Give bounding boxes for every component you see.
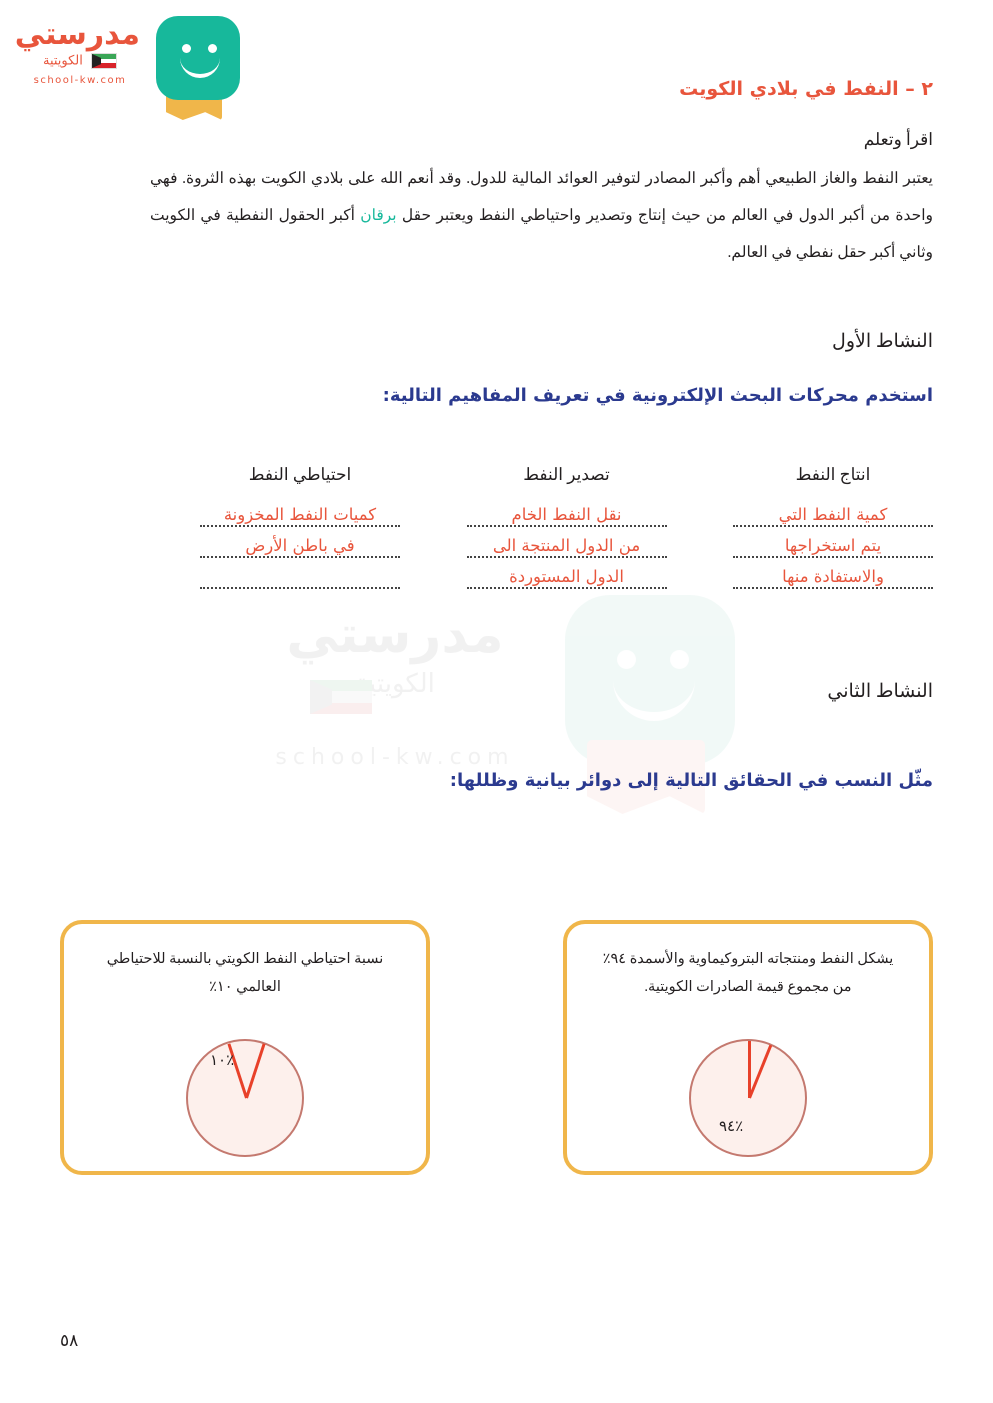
card-caption [585,946,911,1001]
activity-two-heading: النشاط الثاني [827,681,933,702]
concept-column [733,465,933,594]
lesson-paragraph-part2: أكبر الحقول النفطية في الكويت وثاني أكبر حقل نفطي في العالم. [150,207,933,262]
concept-answer-line[interactable] [200,501,400,527]
watermark-subtitle: الكويتية [355,669,435,699]
pie-chart-wrapper [567,1039,929,1157]
concept-column [467,465,667,594]
concept-column [200,465,400,594]
activity-two-instruction: مثّل النسب في الحقائق التالية إلى دوائر بيانية وظللها: [449,770,933,791]
lesson-paragraph-part1: يعتبر النفط والغاز الطبيعي أهم وأكبر المصادر لتوفير العوائد المالية للدول. وقد أنعم الله على بلادي الكويت بهذه الثروة. فهي واحدة من أكبر الدول في العالم من حيث إنتاج وتصدير واحتياطي النفط ويعتبر حقل [150,170,933,225]
concept-answer-text: والاستفادة منها [782,567,884,586]
concept-answer-text: الدول المستوردة [509,567,624,586]
concept-answer-line[interactable] [200,532,400,558]
concept-answer-text: كمية النفط التي [778,505,888,524]
activity-one-instruction: استخدم محركات البحث الإلكترونية في تعريف المفاهيم التالية: [382,385,933,406]
pie-chart-cards-row [60,920,933,1175]
card-caption-line: يشكل النفط ومنتجاته البتروكيماوية والأسمدة ٩٤٪ [602,951,894,967]
concept-answer-text: كميات النفط المخزونة [223,505,377,524]
card-caption-line: العالمي ١٠٪ [209,978,281,995]
brand-title: مدرستي [14,17,140,52]
concept-answer-line[interactable] [467,532,667,558]
card-caption-line: من مجموع قيمة الصادرات الكويتية. [644,978,852,995]
card-caption-line: نسبة احتياطي النفط الكويتي بالنسبة للاحتياطي [106,951,384,967]
concept-answer-text: يتم استخراجها [784,536,882,555]
concept-answer-text: من الدول المنتجة الى [492,536,641,555]
pie-slice-label: ٪٩٤ [719,1117,744,1135]
read-and-learn-label: اقرأ وتعلم [863,130,933,149]
concept-title: انتاج النفط [795,465,871,484]
concept-answer-line[interactable] [467,501,667,527]
activity-one-heading: النشاط الأول [832,331,933,352]
concept-answer-line[interactable] [733,532,933,558]
concept-answer-line[interactable] [733,501,933,527]
page-number: ٥٨ [60,1331,79,1351]
lesson-highlight-burgan: برقان [360,207,397,225]
watermark-url: school-kw.com [275,745,515,770]
pie-chart[interactable] [186,1039,304,1157]
pie-slice-divider [245,1043,265,1098]
pie-chart-card-reserves [60,920,430,1175]
concept-answer-line[interactable] [733,563,933,589]
watermark-title: مدرستي [286,605,504,665]
concept-answer-text: في باطن الأرض [245,536,355,555]
page-title: ٢ – النفط في بلادي الكويت [679,78,933,100]
lesson-paragraph [150,160,933,272]
concept-title: تصدير النفط [523,465,610,484]
pie-chart-card-exports [563,920,933,1175]
brand-url: school-kw.com [33,75,127,86]
pie-chart-wrapper [64,1039,426,1157]
concepts-row [200,465,933,594]
pie-slice-divider [748,1045,772,1099]
concept-answer-line[interactable] [200,563,400,589]
concept-title: احتياطي النفط [248,465,352,484]
concept-answer-line[interactable] [467,563,667,589]
pie-chart[interactable] [689,1039,807,1157]
card-caption [82,946,408,1001]
brand-subtitle: الكويتية [42,53,83,69]
pie-slice-label: ٪١٠ [210,1051,235,1069]
concept-answer-text: نقل النفط الخام [511,505,622,524]
